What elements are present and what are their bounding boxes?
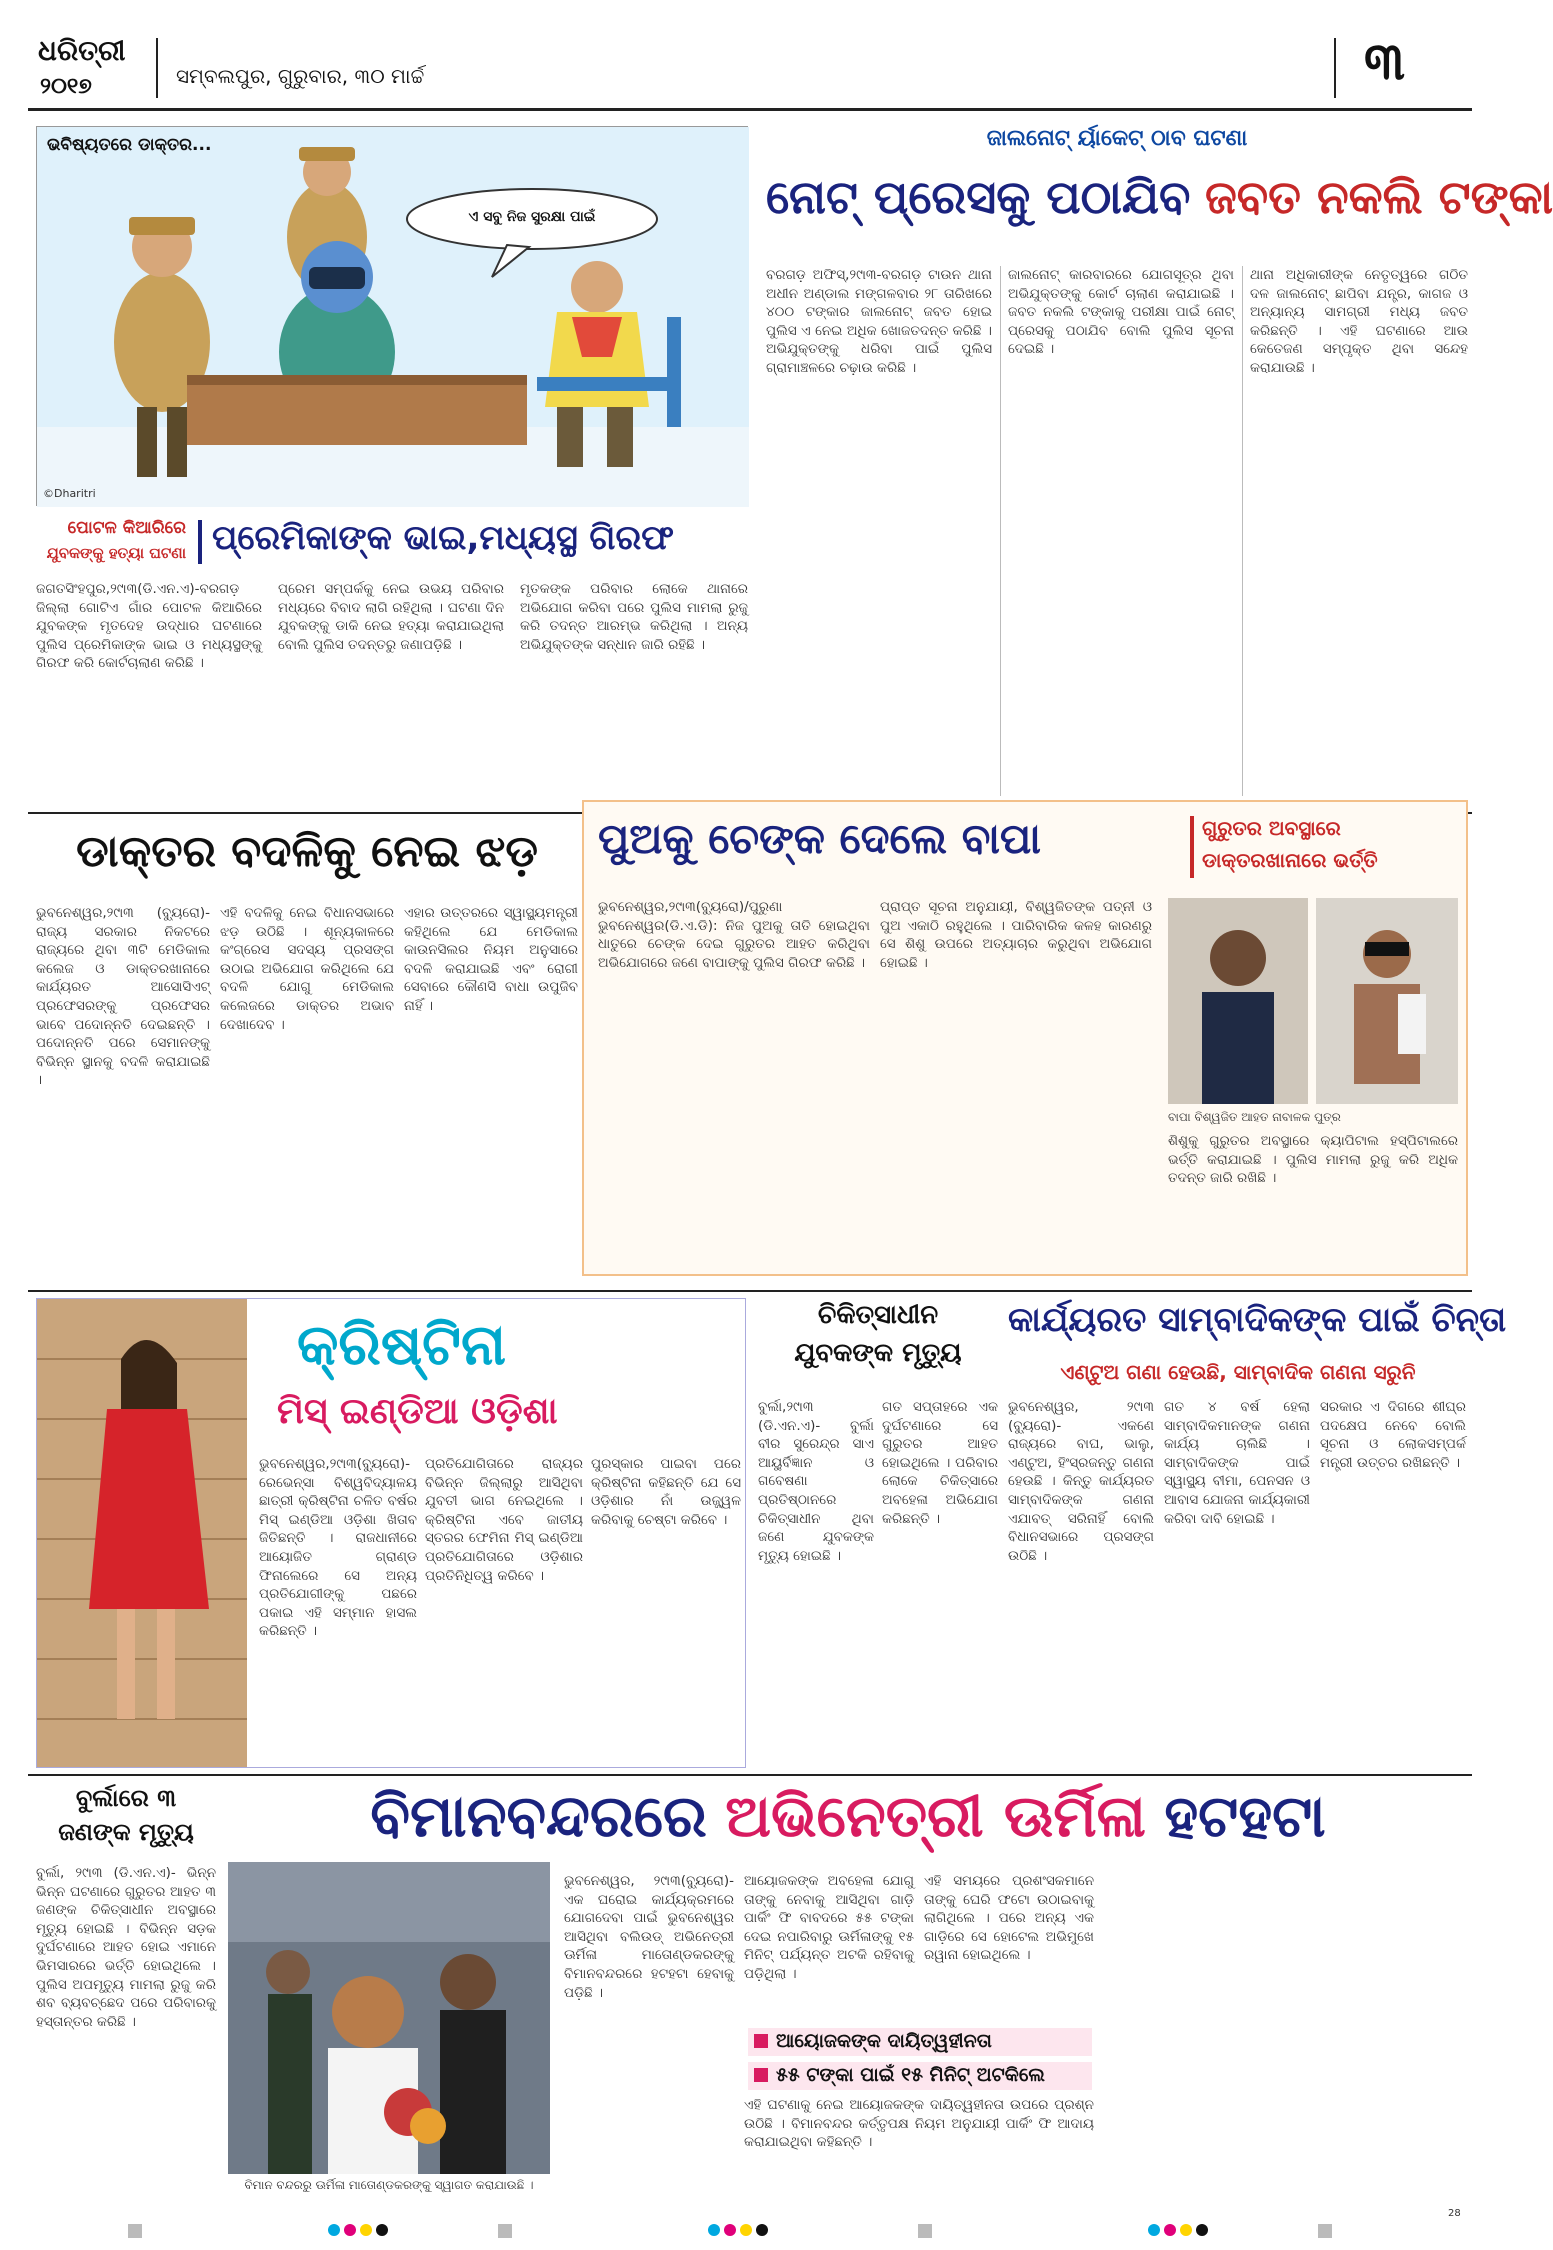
youth-story [758, 1298, 998, 1768]
kristina-column-1: ଭୁବନେଶ୍ୱର,୨୯ା୩(ବ୍ୟୁରୋ)- ରେଭେନ୍ସା ବିଶ୍ୱବିଦ୍ୟାଳୟ ଛାତ୍ରୀ କ୍ରିଷ୍ଟିନା ଚଳିତ ବର୍ଷର ମିସ୍ ଇଣ୍ଡିଆ ଓଡ଼ିଶା ଖିତାବ ଜିତିଛନ୍ତି । ରାଜଧାନୀରେ ଆୟୋଜିତ ଗ୍ରାଣ୍ଡ ଫିନାଲେରେ ସେ ଅନ୍ୟ ପ୍ରତିଯୋଗୀଙ୍କୁ ପଛରେ ପକାଇ ଏହି ସମ୍ମାନ ହାସଲ କରିଛନ୍ତି । [259, 1456, 417, 1640]
doctor-column-2: ଏହି ବଦଳିକୁ ନେଇ ବିଧାନସଭାରେ ଝଡ଼ ଉଠିଛି । ଶୂନ୍ୟକାଳରେ କଂଗ୍ରେସ ସଦସ୍ୟ ପ୍ରସଙ୍ଗ ଉଠାଇ ଅଭିଯୋଗ କରିଥିଲେ ଯେ ବଦଳି ଯୋଗୁ ମେଡିକାଲ କଲେଜରେ ଡାକ୍ତର ଅଭାବ ଦେଖାଦେବ । [220, 905, 394, 1033]
youth-headline-1: ଚିକିତ୍ସାଧୀନ [817, 1300, 939, 1330]
urmila-headline-blue-2: ହଟହଟା [1164, 1782, 1326, 1850]
burla-story [36, 1782, 216, 2202]
cartoon-credit: ©Dharitri [43, 487, 96, 500]
murder-column-1: ଜଗତସିଂହପୁର,୨୯ା୩(ଡି.ଏନ.ଏ)-ବରଗଡ଼ ଜିଲ୍ଲା ଗୋଟିଏ ଗାଁର ପୋଟଳ କିଆରିରେ ଯୁବକଙ୍କ ମୃତଦେହ ଉଦ୍ଧାର ଘଟଣାରେ ପୁଲିସ ପ୍ରେମିକାଙ୍କ ଭାଇ ଓ ମଧ୍ୟସ୍ଥଙ୍କୁ ଗିରଫ କରି କୋର୍ଟଚାଲାଣ କରିଛି । [36, 581, 262, 672]
page-number: ୩ [1364, 32, 1405, 92]
urmila-callout-2-text: ୫୫ ଟଙ୍କା ପାଇଁ ୧୫ ମିନିଟ୍ ଅଟକିଲେ [776, 2064, 1045, 2086]
urmila-callout-1 [748, 2028, 1092, 2056]
lead-headline [766, 170, 1553, 226]
footer-registration-mark [918, 2224, 932, 2238]
urmila-column-1: ଭୁବନେଶ୍ୱର, ୨୯ା୩(ବ୍ୟୁରୋ)- ଏକ ଘରୋଇ କାର୍ଯ୍ୟକ୍ରମରେ ଯୋଗଦେବା ପାଇଁ ଭୁବନେଶ୍ୱର ଆସିଥିବା ବଲିଉଡ୍ ଅଭିନେତ୍ରୀ ଊର୍ମିଳା ମାତୋଣ୍ଡକରଙ୍କୁ ବିମାନବନ୍ଦରରେ ହଟହଟା ହେବାକୁ ପଡ଼ିଛି । [564, 1873, 734, 2001]
journalist-story [1008, 1298, 1507, 1768]
masthead [28, 28, 1472, 112]
kristina-story [36, 1298, 746, 1768]
masthead-divider-right [1334, 38, 1336, 98]
urmila-headline-blue: ବିମାନବନ୍ଦରରେ [370, 1782, 707, 1850]
youth-column-1: ବୁର୍ଲା,୨୯ା୩ (ଡି.ଏନ.ଏ)- ବୁର୍ଲା ବୀର ସୁରେନ୍ଦ୍ର ସାଏ ଆୟୁର୍ବିଜ୍ଞାନ ଓ ଗବେଷଣା ପ୍ରତିଷ୍ଠାନରେ ଚିକିତ୍ସାଧୀନ ଥିବା ଜଣେ ଯୁବକଙ୍କ ମୃତ୍ୟୁ ହୋଇଛି । [758, 1399, 874, 1564]
youth-column-2: ଗତ ସପ୍ତାହରେ ଏକ ଦୁର୍ଘଟଣାରେ ସେ ଗୁରୁତର ଆହତ ହୋଇଥିଲେ । ପରିବାର ଲୋକେ ଚିକିତ୍ସାରେ ଅବହେଳା ଅଭିଯୋଗ କରିଛନ୍ତି । [882, 1399, 998, 1527]
urmila-callout-2 [748, 2062, 1092, 2090]
urmila-column-2: ଆୟୋଜକଙ୍କ ଅବହେଳା ଯୋଗୁ ତାଙ୍କୁ ନେବାକୁ ଆସିଥିବା ଗାଡ଼ି ପାର୍କିଂ ଫି ବାବଦରେ ୫୫ ଟଙ୍କା ଦେଇ ନପାରିବାରୁ ଊର୍ମିଳାଙ୍କୁ ୧୫ ମିନିଟ୍ ପର୍ଯ୍ୟନ୍ତ ଅଟକି ରହିବାକୁ ପଡ଼ିଥିଲା । [744, 1873, 914, 1982]
father-story [582, 800, 1468, 1276]
journalist-subhead: ଏଣ୍ଟୁଅ ଗଣା ହେଉଛି, ସାମ୍ବାଦିକ ଗଣନା ସରୁନି [1060, 1360, 1416, 1384]
masthead-logo: ଧରିତ୍ରୀ [38, 34, 126, 67]
murder-story [36, 514, 748, 806]
column-divider [1000, 266, 1001, 796]
masthead-divider [156, 38, 158, 98]
father-photo-caption: ବାପା ବିଶ୍ୱଜିତ ଆହତ ନାବାଳକ ପୁତ୍ର [1168, 1110, 1341, 1124]
journalist-column-2: ଗତ ୪ ବର୍ଷ ହେଲା ସାମ୍ବାଦିକମାନଙ୍କ ଗଣନା କାର୍ଯ୍ୟ ଚାଲିଛି । ସାମ୍ବାଦିକଙ୍କ ପାଇଁ ସ୍ୱାସ୍ଥ୍ୟ ବୀମା, ପେନସନ ଓ ଆବାସ ଯୋଜନା କାର୍ଯ୍ୟକାରୀ କରିବା ଦାବି ହୋଇଛି । [1164, 1399, 1310, 1527]
father-column-2: ପ୍ରାପ୍ତ ସୂଚନା ଅନୁଯାୟୀ, ବିଶ୍ୱଜିତଙ୍କ ପତ୍ନୀ ଓ ପୁଅ ଏକାଠି ରହୁଥିଲେ । ପାରିବାରିକ କଳହ କାରଣରୁ ସେ ଶିଶୁ ଉପରେ ଅତ୍ୟାଚାର କରୁଥିବା ଅଭିଯୋଗ ହୋଇଛି । [880, 899, 1152, 971]
masthead-underline [28, 108, 1472, 111]
kristina-name: କ୍ରିଷ୍ଟିନା [297, 1313, 506, 1378]
kristina-column-3: ପୁରସ୍କାର ପାଇବା ପରେ କ୍ରିଷ୍ଟିନା କହିଛନ୍ତି ଯେ ସେ ଓଡ଼ିଶାର ନାଁ ଉଜ୍ଜ୍ୱଳ କରିବାକୁ ଚେଷ୍ଟା କରିବେ । [591, 1456, 741, 1528]
murder-headline: ପ୍ରେମିକାଙ୍କ ଭାଇ,ମଧ୍ୟସ୍ଥ ଗିରଫ [212, 518, 674, 558]
lead-column-3: ଥାନା ଅଧିକାରୀଙ୍କ ନେତୃତ୍ୱରେ ଗଠିତ ଦଳ ଜାଲନୋଟ୍ ଛାପିବା ଯନ୍ତ୍ର, କାଗଜ ଓ ଅନ୍ୟାନ୍ୟ ସାମଗ୍ରୀ ମଧ୍ୟ ଜବତ କରିଛନ୍ତି । ଏହି ଘଟଣାରେ ଆଉ କେତେଜଣ ସମ୍ପୃକ୍ତ ଥିବା ସନ୍ଦେହ କରାଯାଉଛି । [1250, 267, 1468, 376]
footer-page-mark: 28 [1448, 2208, 1461, 2219]
urmila-column-3: ଏହି ସମୟରେ ପ୍ରଶଂସକମାନେ ତାଙ୍କୁ ଘେରି ଫଟୋ ଉଠାଇବାକୁ ଲାଗିଥିଲେ । ପରେ ଅନ୍ୟ ଏକ ଗାଡ଼ିରେ ସେ ହୋଟେଲ ଅଭିମୁଖେ ରୱାନା ହୋଇଥିଲେ । [924, 1873, 1094, 1964]
footer-color-dots [708, 2224, 768, 2238]
kicker-bar [198, 520, 202, 564]
lead-headline-red: ଜବତ ନକଲି ଟଙ୍କା [1205, 170, 1553, 224]
section-rule [28, 1774, 1472, 1776]
urmila-column-5 [1108, 1872, 1278, 2198]
masthead-year: ୨୦୧୭ [40, 74, 92, 99]
doctor-column-1: ଭୁବନେଶ୍ୱର,୨୯ା୩ (ବ୍ୟୁରୋ)- ରାଜ୍ୟ ସରକାର ନିକଟରେ ରାଜ୍ୟରେ ଥିବା ୩ଟି ମେଡିକାଲ କଲେଜ ଓ ଡାକ୍ତରଖାନାରେ କାର୍ଯ୍ୟରତ ଆସୋସିଏଟ୍ ପ୍ରଫେସରଙ୍କୁ ପ୍ରଫେସର ଭାବେ ପଦୋନ୍ନତି ଦେଇଛନ୍ତି । ପଦୋନ୍ନତି ପରେ ସେମାନଙ୍କୁ ବିଭିନ୍ନ ସ୍ଥାନକୁ ବଦଳି କରାଯାଇଛି । [36, 905, 210, 1089]
urmila-story [228, 1782, 1468, 2202]
father-side-2: ଡାକ୍ତରଖାନାରେ ଭର୍ତ୍ତି [1202, 848, 1378, 872]
father-side-1: ଗୁରୁତର ଅବସ୍ଥାରେ [1202, 816, 1341, 840]
cartoon-caption: ଭବିଷ୍ୟତରେ ଡାକ୍ତର... [47, 135, 212, 155]
kristina-title: ମିସ୍ ଇଣ୍ଡିଆ ଓଡ଼ିଶା [277, 1391, 558, 1432]
footer-registration-mark [498, 2224, 512, 2238]
journalist-headline: କାର୍ଯ୍ୟରତ ସାମ୍ବାଦିକଙ୍କ ପାଇଁ ଚିନ୍ତା [1008, 1300, 1507, 1340]
section-rule [28, 1290, 1472, 1292]
column-divider [1242, 266, 1243, 796]
lead-column-2: ଜାଲନୋଟ୍ କାରବାରରେ ଯୋଗସୂତ୍ର ଥିବା ଅଭିଯୁକ୍ତଙ୍କୁ କୋର୍ଟ ଚାଲାଣ କରାଯାଇଛି । ଜବତ ନକଲି ଟଙ୍କାକୁ ପରୀକ୍ଷା ପାଇଁ ନୋଟ୍ ପ୍ରେସକୁ ପଠାଯିବ ବୋଲି ପୁଲିସ ସୂଚନା ଦେଇଛି । [1008, 267, 1234, 358]
kristina-column-2: ପ୍ରତିଯୋଗିତାରେ ରାଜ୍ୟର ବିଭିନ୍ନ ଜିଲ୍ଲାରୁ ଆସିଥିବା ଯୁବତୀ ଭାଗ ନେଇଥିଲେ । କ୍ରିଷ୍ଟିନା ଏବେ ଜାତୀୟ ସ୍ତରର ଫେମିନା ମିସ୍ ଇଣ୍ଡିଆ ପ୍ରତିଯୋଗିତାରେ ଓଡ଼ିଶାର ପ୍ରତିନିଧିତ୍ୱ କରିବେ । [425, 1456, 583, 1584]
doctor-column-3: ଏହାର ଉତ୍ତରରେ ସ୍ୱାସ୍ଥ୍ୟମନ୍ତ୍ରୀ କହିଥିଲେ ଯେ ମେଡିକାଲ କାଉନସିଲର ନିୟମ ଅନୁସାରେ ବଦଳି କରାଯାଇଛି ଏବଂ ରୋଗୀ ସେବାରେ କୌଣସି ବାଧା ଉପୁଜିବ ନାହିଁ । [404, 905, 578, 1014]
footer-color-dots [328, 2224, 388, 2238]
urmila-callout-1-text: ଆୟୋଜକଙ୍କ ଦାୟିତ୍ୱହୀନତା [776, 2030, 992, 2052]
father-headline: ପୁଅକୁ ଚେଙ୍କ ଦେଲେ ବାପା [598, 814, 1041, 863]
cartoon-speech-text: ଏ ସବୁ ନିଜ ସୁରକ୍ଷା ପାଇଁ [468, 209, 596, 225]
cartoon [36, 126, 748, 506]
doctor-headline: ଡାକ୍ତର ବଦଳିକୁ ନେଇ ଝଡ଼ [76, 826, 538, 877]
father-column-3: ଶିଶୁକୁ ଗୁରୁତର ଅବସ୍ଥାରେ କ୍ୟାପିଟାଲ ହସ୍ପିଟାଲରେ ଭର୍ତ୍ତି କରାଯାଇଛି । ପୁଲିସ ମାମଲା ରୁଜୁ କରି ଅଧିକ ତଦନ୍ତ ଜାରି ରଖିଛି । [1168, 1133, 1458, 1187]
urmila-column-6 [1290, 1872, 1466, 2198]
murder-column-3: ମୃତକଙ୍କ ପରିବାର ଲୋକେ ଥାନାରେ ଅଭିଯୋଗ କରିବା ପରେ ପୁଲିସ ମାମଲା ରୁଜୁ କରି ତଦନ୍ତ ଆରମ୍ଭ କରିଥିଲା । ଅନ୍ୟ ଅଭିଯୁକ୍ତଙ୍କ ସନ୍ଧାନ ଜାରି ରହିଛି । [520, 581, 748, 653]
lead-kicker: ଜାଲନୋଟ୍ ର୍ୟାକେଟ୍ ଠାବ ଘଟଣା [986, 126, 1248, 151]
doctor-story [36, 820, 578, 1288]
youth-headline-2: ଯୁବକଙ୍କ ମୃତ୍ୟୁ [794, 1338, 962, 1368]
father-column-1: ଭୁବନେଶ୍ୱର,୨୯ା୩(ବ୍ୟୁରୋ)/ପୁରୁଣା ଭୁବନେଶ୍ୱର(ଡି.ଏ.ଡି): ନିଜ ପୁଅକୁ ତାତି ହୋଇଥିବା ଧାତୁରେ ଚେଙ୍କ ଦେଇ ଗୁରୁତର ଆହତ କରିଥିବା ଅଭିଯୋଗରେ ଜଣେ ବାପାଙ୍କୁ ପୁଲିସ ଗିରଫ କରିଛି । [598, 899, 870, 971]
urmila-column-4: ଏହି ଘଟଣାକୁ ନେଇ ଆୟୋଜକଙ୍କ ଦାୟିତ୍ୱହୀନତା ଉପରେ ପ୍ରଶ୍ନ ଉଠିଛି । ବିମାନବନ୍ଦର କର୍ତ୍ତୃପକ୍ଷ ନିୟମ ଅନୁଯାୟୀ ପାର୍କିଂ ଫି ଆଦାୟ କରାଯାଇଥିବା କହିଛନ୍ତି । [744, 2097, 1094, 2151]
footer-registration-mark [1318, 2224, 1332, 2238]
murder-kicker-1: ପୋଟଳ କିଆରିରେ [67, 518, 186, 538]
callout-bullet-icon [754, 2068, 768, 2082]
cartoon-illustration [37, 127, 749, 507]
journalist-column-3: ସରକାର ଏ ଦିଗରେ ଶୀଘ୍ର ପଦକ୍ଷେପ ନେବେ ବୋଲି ସୂଚନା ଓ ଲୋକସମ୍ପର୍କ ମନ୍ତ୍ରୀ ଉତ୍ତର ରଖିଛନ୍ତି । [1320, 1399, 1466, 1471]
murder-kicker-2: ଯୁବକଙ୍କୁ ହତ୍ୟା ଘଟଣା [46, 544, 186, 562]
father-photos [1168, 898, 1458, 1104]
footer [28, 2208, 1472, 2244]
urmila-headline [228, 1782, 1468, 1851]
footer-registration-mark [128, 2224, 142, 2238]
masthead-dateline: ସମ୍ବଲପୁର, ଗୁରୁବାର, ୩୦ ମାର୍ଚ୍ଚ [176, 64, 425, 88]
urmila-photo-caption: ବିମାନ ବନ୍ଦରରୁ ଊର୍ମିଳା ମାତୋଣ୍ଡକରଙ୍କୁ ସ୍ୱାଗତ କରାଯାଉଛି । [244, 2178, 534, 2192]
lead-headline-blue: ନୋଟ୍ ପ୍ରେସକୁ ପଠାଯିବ [766, 170, 1191, 224]
father-side-bar [1190, 816, 1194, 878]
footer-color-dots [1148, 2224, 1208, 2238]
callout-bullet-icon [754, 2034, 768, 2048]
journalist-column-1: ଭୁବନେଶ୍ୱର, ୨୯ା୩ (ବ୍ୟୁରୋ)- ଏକଣେ ରାଜ୍ୟରେ ବାଘ, ଭାଲୁ, ଏଣ୍ଟୁଅ, ହିଂସ୍ରଜନ୍ତୁ ଗଣନା ହେଉଛି । କିନ୍ତୁ କାର୍ଯ୍ୟରତ ସାମ୍ବାଦିକଙ୍କ ଗଣନା ଏଯାବତ୍ ସରିନାହିଁ ବୋଲି ବିଧାନସଭାରେ ପ୍ରସଙ୍ଗ ଉଠିଛି । [1008, 1399, 1154, 1564]
lead-column-1: ବରଗଡ଼ ଅଫିସ୍,୨୯ା୩-ବରଗଡ଼ ଟାଉନ ଥାନା ଅଧୀନ ଅଣ୍ଡାଲ ମଙ୍ଗଳବାର ୨୮ ତାରିଖରେ ୪୦୦ ଟଙ୍କାର ଜାଲନୋଟ୍ ଜବତ ହୋଇ ପୁଲିସ ଏ ନେଇ ଅଧିକ ଖୋଜତଦନ୍ତ କରିଛି । ଅଭିଯୁକ୍ତଙ୍କୁ ଧରିବା ପାଇଁ ପୁଲିସ ଗ୍ରାମାଞ୍ଚଳରେ ଚଢ଼ାଉ କରିଛି । [766, 267, 992, 376]
urmila-headline-pink: ଅଭିନେତ୍ରୀ ଊର୍ମିଳା [725, 1782, 1146, 1850]
urmila-photo [228, 1862, 550, 2174]
murder-column-2: ପ୍ରେମ ସମ୍ପର୍କକୁ ନେଇ ଉଭୟ ପରିବାର ମଧ୍ୟରେ ବିବାଦ ଲାଗି ରହିଥିଲା । ଘଟଣା ଦିନ ଯୁବକଙ୍କୁ ଡାକି ନେଇ ହତ୍ୟା କରାଯାଇଥିଲା ବୋଲି ପୁଲିସ ତଦନ୍ତରୁ ଜଣାପଡ଼ିଛି । [278, 581, 504, 653]
burla-body: ବୁର୍ଲା, ୨୯ା୩ (ଡି.ଏନ.ଏ)- ଭିନ୍ନ ଭିନ୍ନ ଘଟଣାରେ ଗୁରୁତର ଆହତ ୩ ଜଣଙ୍କ ଚିକିତ୍ସାଧୀନ ଅବସ୍ଥାରେ ମୃତ୍ୟୁ ହୋଇଛି । ବିଭିନ୍ନ ସଡ଼କ ଦୁର୍ଘଟଣାରେ ଆହତ ହୋଇ ଏମାନେ ଭିମସାରରେ ଭର୍ତ୍ତି ହୋଇଥିଲେ । ପୁଲିସ ଅପମୃତ୍ୟୁ ମାମଲା ରୁଜୁ କରି ଶବ ବ୍ୟବଚ୍ଛେଦ ପରେ ପରିବାରକୁ ହସ୍ତାନ୍ତର କରିଛି । [36, 1865, 216, 2030]
burla-headline-1: ବୁର୍ଲାରେ ୩ [75, 1784, 177, 1812]
kristina-photo [37, 1299, 247, 1767]
burla-headline-2: ଜଣଙ୍କ ମୃତ୍ୟୁ [58, 1818, 194, 1846]
lead-story [766, 126, 1553, 806]
